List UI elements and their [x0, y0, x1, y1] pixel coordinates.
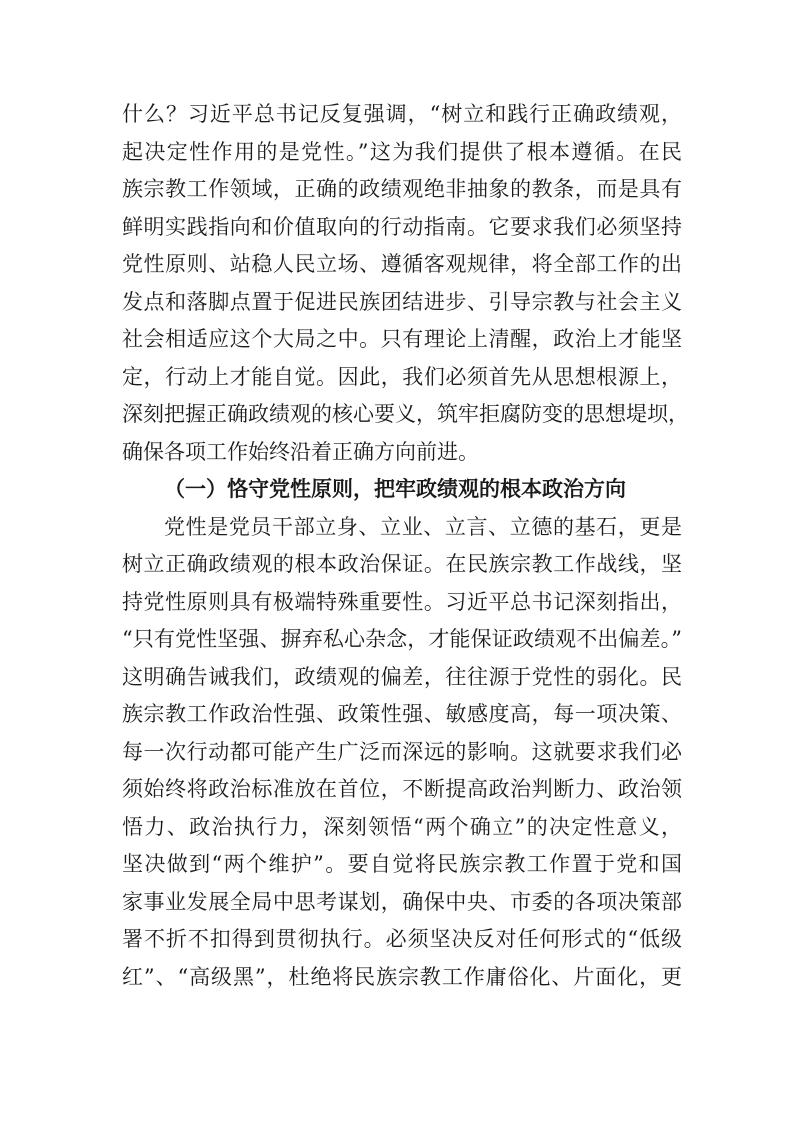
text-line: 树立正确政绩观的根本政治保证。在民族宗教工作战线，坚	[122, 552, 682, 576]
paragraph-1	[122, 96, 689, 471]
text-line: 什么？习近平总书记反复强调，“树立和践行正确政绩观，	[122, 102, 682, 126]
text-line: 党性原则、站稳人民立场、遵循客观规律，将全部工作的出	[122, 252, 682, 276]
document-body	[122, 96, 689, 996]
text-line: 持党性原则具有极端特殊重要性。习近平总书记深刻指出，	[122, 589, 682, 614]
text-line: 署不折不扣得到贯彻执行。必须坚决反对任何形式的“低级	[122, 927, 682, 951]
text-line: 发点和落脚点置于促进民族团结进步、引导宗教与社会主义	[122, 289, 682, 314]
text-line: 深刻把握正确政绩观的核心要义，筑牢拒腐防变的思想堤坝，	[122, 402, 689, 426]
paragraph-2	[122, 509, 682, 997]
section-heading: （一）恪守党性原则，把牢政绩观的根本政治方向	[164, 477, 626, 501]
text-line: 家事业发展全局中思考谋划，确保中央、市委的各项决策部	[122, 889, 682, 914]
text-line: 党性是党员干部立身、立业、立言、立德的基石，更是	[164, 514, 682, 539]
text-line: 坚决做到“两个维护”。要自觉将民族宗教工作置于党和国	[122, 852, 682, 876]
text-line: “只有党性坚强、摒弃私心杂念，才能保证政绩观不出偏差。”	[122, 627, 682, 651]
text-line: 须始终将政治标准放在首位，不断提高政治判断力、政治领	[122, 777, 682, 801]
text-line: 确保各项工作始终沿着正确方向前进。	[122, 439, 479, 464]
text-line: 社会相适应这个大局之中。只有理论上清醒，政治上才能坚	[122, 327, 682, 351]
text-line: 悟力、政治执行力，深刻领悟“两个确立”的决定性意义，	[122, 814, 682, 839]
text-line: 族宗教工作政治性强、政策性强、敏感度高，每一项决策、	[122, 702, 682, 726]
text-line: 起决定性作用的是党性。”这为我们提供了根本遵循。在民	[122, 139, 682, 164]
text-line: 这明确告诫我们，政绩观的偏差，往往源于党性的弱化。民	[122, 664, 682, 689]
text-line: 每一次行动都可能产生广泛而深远的影响。这就要求我们必	[122, 739, 682, 764]
text-line: 族宗教工作领域，正确的政绩观绝非抽象的教条，而是具有	[122, 177, 682, 201]
text-line: 红”、“高级黑”，杜绝将民族宗教工作庸俗化、片面化，更	[122, 964, 682, 989]
text-line: 鲜明实践指向和价值取向的行动指南。它要求我们必须坚持	[122, 214, 682, 239]
text-line: 定，行动上才能自觉。因此，我们必须首先从思想根源上，	[122, 364, 682, 389]
